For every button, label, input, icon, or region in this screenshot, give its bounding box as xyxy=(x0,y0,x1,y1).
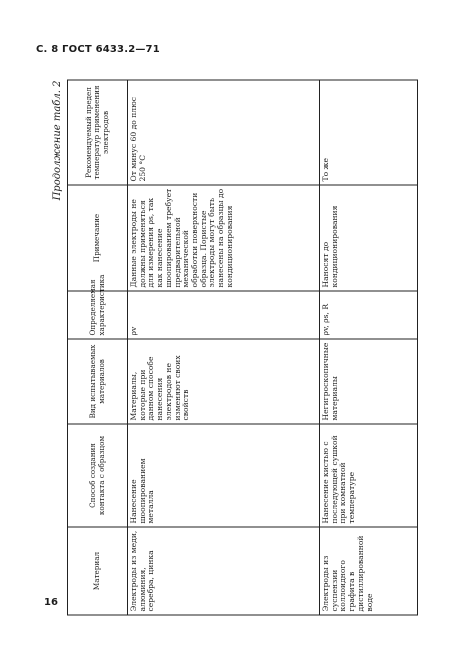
table-row xyxy=(320,80,418,615)
cell-material: Электроды из суспензии коллоидного графита в дистиллированной воде xyxy=(320,527,418,615)
cell-material-type: Негигроскопичные материалы xyxy=(320,339,418,424)
data-table xyxy=(67,80,418,616)
cell-material: Электроды из меди, алюминия, серебра, цинка xyxy=(128,527,320,615)
header-characteristic: Определяемая характеристика xyxy=(68,291,128,339)
table-header-row xyxy=(68,80,128,615)
header-material-type: Вид испытываемых материалов xyxy=(68,339,128,424)
table-caption: Продолжение табл. 2 xyxy=(52,80,63,201)
header-note: Примечание xyxy=(68,185,128,291)
cell-note: Данные электроды не должны применяться для измерения ρs, так как нанесение шоопированием требует предварительной механической обработки поверхности образца. Пористые электроды могут быть нанесены на образцы до кондиционирования xyxy=(128,185,320,291)
cell-note: Наносят до кондиционирования xyxy=(320,185,418,291)
cell-characteristic: ρv xyxy=(128,291,320,339)
rotated-table-block xyxy=(49,81,417,616)
page-header: С. 8 ГОСТ 6433.2—71 xyxy=(36,44,160,55)
table-row xyxy=(128,80,320,615)
page-number: 16 xyxy=(44,597,58,608)
cell-temperature-limit: От минус 60 до плюс 250 °С xyxy=(128,80,320,185)
header-material: Материал xyxy=(68,527,128,615)
cell-characteristic: ρv, ρs, R xyxy=(320,291,418,339)
cell-contact-method: Нанесение кистью с последующей сушкой при комнатной температуре xyxy=(320,424,418,527)
header-contact-method: Способ создания контакта с образцом xyxy=(68,424,128,527)
cell-temperature-limit: То же xyxy=(320,80,418,185)
cell-contact-method: Нанесение шоопированием металла xyxy=(128,424,320,527)
header-temperature-limit: Рекомендуемый предел температур применения электродов xyxy=(68,80,128,185)
cell-material-type: Материалы, которые при данном способе нанесения электродов не изменяют своих свойств xyxy=(128,339,320,424)
